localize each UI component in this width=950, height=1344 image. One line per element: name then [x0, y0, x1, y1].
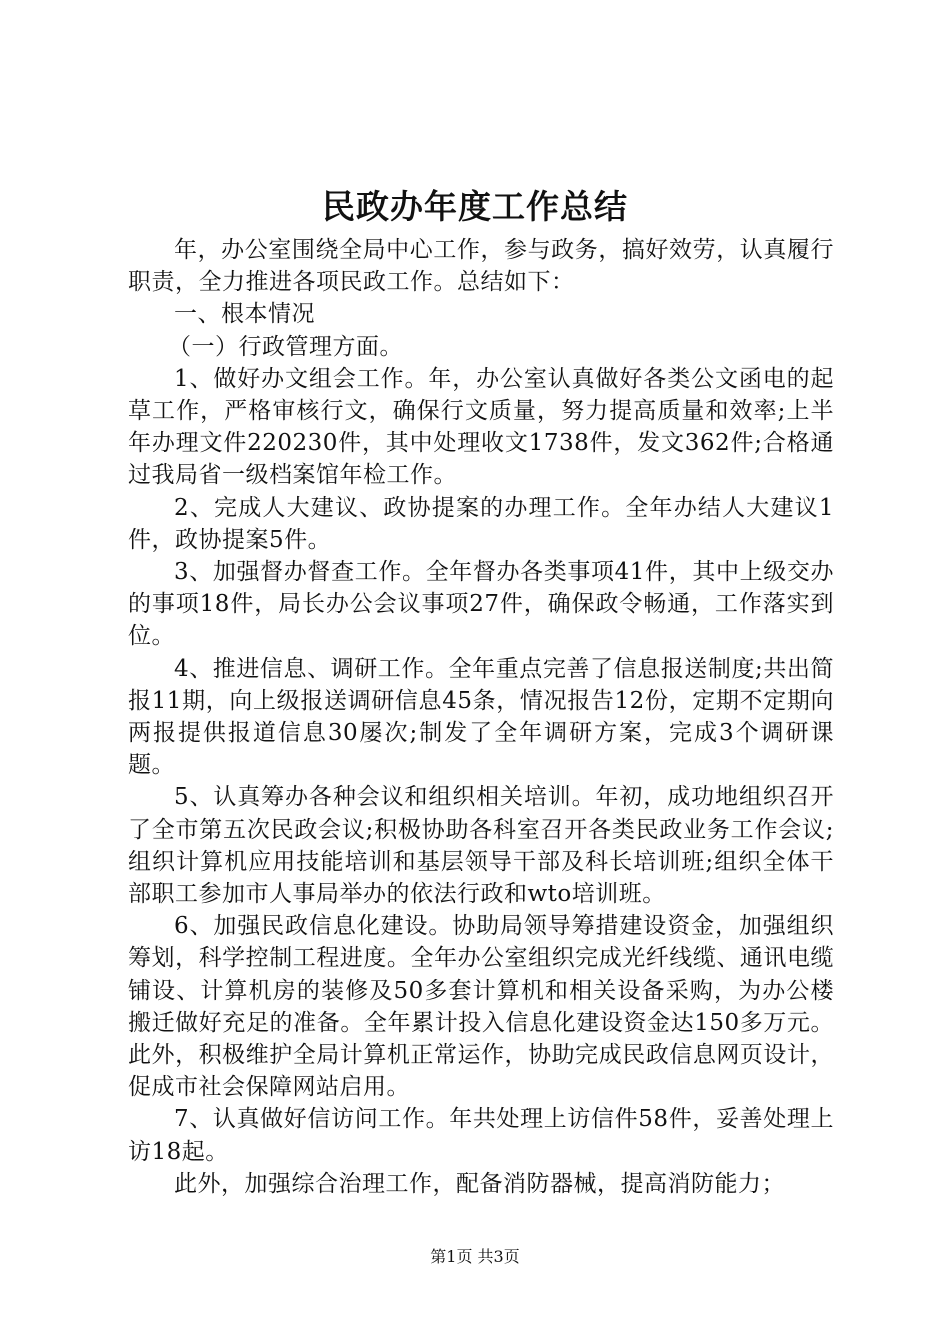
paragraph-item-2: 2、完成人大建议、政协提案的办理工作。全年办结人大建议1件，政协提案5件。 [128, 494, 834, 553]
document-title: 民政办年度工作总结 [322, 187, 628, 226]
heading-section-1: 一、根本情况 [174, 301, 315, 328]
paragraph-item-4: 4、推进信息、调研工作。全年重点完善了信息报送制度;共出简报11期，向上级报送调研信息45条，情况报告12份，定期不定期向两报提供报道信息30屡次;制发了全年调研方案，完成3个调研课题。 [128, 655, 834, 779]
paragraph-item-6: 6、加强民政信息化建设。协助局领导筹措建设资金，加强组织筹划，科学控制工程进度。全年办公室组织完成光纤线缆、通讯电缆铺设、计算机房的装修及50多套计算机和相关设备采购，为办公楼搬迁做好充足的准备。全年累计投入信息化建设资金达150多万元。此外，积极维护全局计算机正常运作，协助完成民政信息网页设计，促成市社会保障网站启用。 [128, 913, 834, 1101]
paragraph-item-3: 3、加强督办督查工作。全年督办各类事项41件，其中上级交办的事项18件，局长办公会议事项27件，确保政令畅通，工作落实到位。 [128, 559, 834, 650]
paragraph-intro: 年，办公室围绕全局中心工作，参与政务，搞好效劳，认真履行职责，全力推进各项民政工作。总结如下： [128, 237, 834, 296]
document-body [128, 234, 834, 1200]
paragraph-item-1: 1、做好办文组会工作。年，办公室认真做好各类公文函电的起草工作，严格审核行文，确保行文质量，努力提高质量和效率;上半年办理文件220230件，其中处理收文1738件，发文362件;合格通过我局省一级档案馆年检工作。 [128, 365, 834, 489]
page-number-footer: 第1页 共3页 [430, 1247, 520, 1266]
heading-subsection-1: （一）行政管理方面。 [168, 333, 403, 360]
paragraph-item-7: 7、认真做好信访问工作。年共处理上访信件58件，妥善处理上访18起。 [128, 1106, 834, 1165]
paragraph-additional: 此外，加强综合治理工作，配备消防器械，提高消防能力； [174, 1170, 785, 1197]
paragraph-item-5: 5、认真筹办各种会议和组织相关培训。年初，成功地组织召开了全市第五次民政会议;积极协助各科室召开各类民政业务工作会议;组织计算机应用技能培训和基层领导干部及科长培训班;组织全体干部职工参加市人事局举办的依法行政和wto培训班。 [128, 784, 834, 908]
